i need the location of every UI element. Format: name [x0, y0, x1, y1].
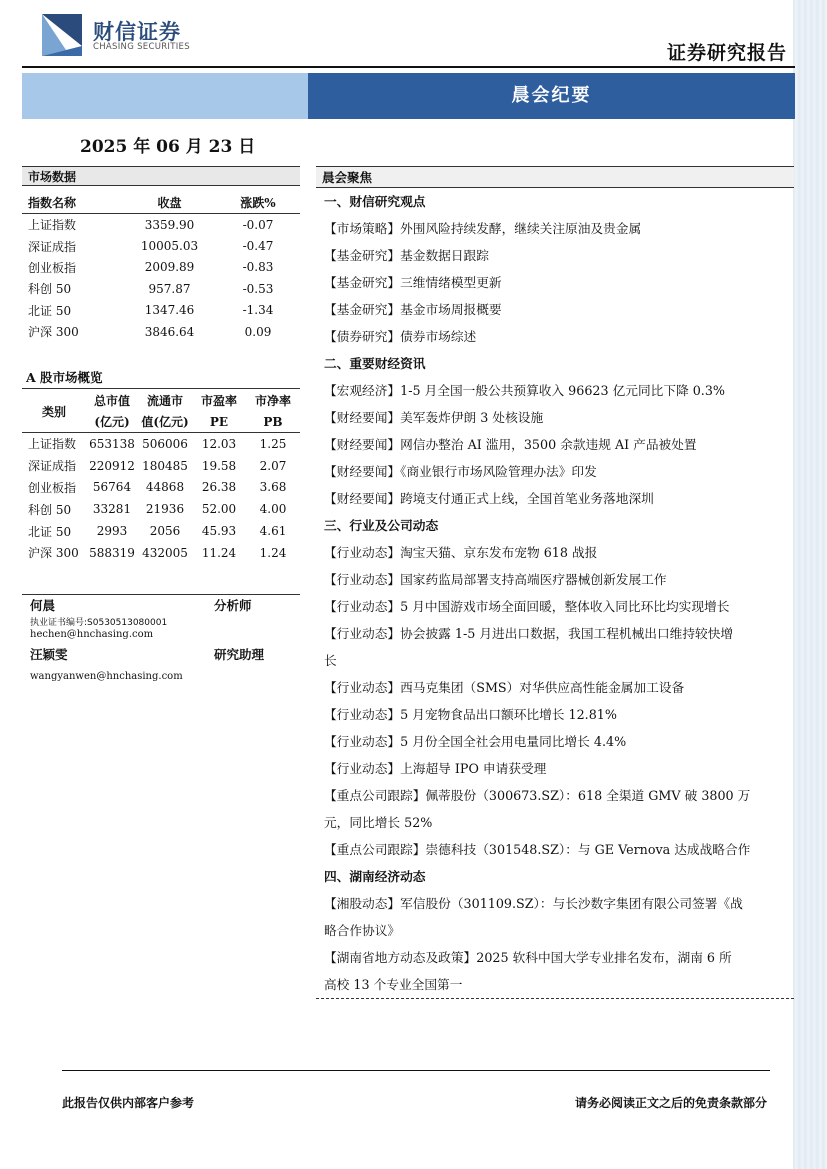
column-header: 涨跌%	[216, 192, 300, 214]
table-row	[22, 278, 300, 299]
total-mktcap: 220912	[89, 458, 135, 473]
total-mktcap: 588319	[89, 545, 135, 560]
banner-left	[22, 73, 308, 119]
market-table-header	[22, 192, 300, 214]
list-item: 【行业动态】西马克集团（SMS）对华供应高性能金属加工设备	[324, 680, 685, 695]
report-type: 证券研究报告	[666, 42, 787, 64]
index-name: 创业板指	[28, 260, 77, 275]
close-value: 10005.03	[140, 239, 199, 254]
list-item: 【债券研究】债券市场综述	[324, 329, 477, 344]
ashare-section-title: A 股市场概览	[26, 370, 103, 385]
page-side-stripe	[793, 0, 827, 1169]
close-value: 2009.89	[144, 260, 195, 275]
total-mktcap: 56764	[92, 480, 132, 495]
float-mktcap: 21936	[145, 502, 185, 517]
category: 创业板指	[28, 480, 77, 495]
assistant-role: 研究助理	[214, 647, 265, 662]
list-item: 【市场策略】外围风险持续发酵，继续关注原油及贵金属	[324, 221, 642, 236]
section-heading: 一、财信研究观点	[324, 194, 426, 209]
column-header: (亿元)	[86, 411, 138, 433]
analyst-divider	[22, 594, 300, 595]
brand-name: 财信证券	[93, 20, 181, 44]
list-item: 【重点公司跟踪】崇德科技（301548.SZ）：与 GE Vernova 达成战略合作	[324, 842, 751, 857]
pb: 2.07	[259, 458, 287, 473]
list-item: 高校 13 个专业全国第一	[324, 977, 463, 992]
column-header: 市盈率	[200, 394, 237, 408]
section-heading: 四、湖南经济动态	[324, 869, 426, 884]
analyst-name: 何晨	[30, 598, 56, 613]
pe: 45.93	[201, 524, 237, 539]
change-pct: -1.34	[242, 303, 274, 318]
index-name: 沪深 300	[28, 325, 79, 340]
list-item: 【财经要闻】《商业银行市场风险管理办法》印发	[324, 464, 597, 479]
pe: 19.58	[201, 458, 237, 473]
float-mktcap: 44868	[145, 480, 185, 495]
list-item: 【行业动态】淘宝天猫、京东发布宠物 618 战报	[324, 545, 598, 560]
close-value: 957.87	[148, 281, 191, 296]
table-row	[22, 455, 300, 477]
column-header: PB	[246, 411, 300, 433]
index-name: 北证 50	[28, 303, 72, 318]
list-item: 略合作协议》	[324, 923, 401, 938]
table-row	[22, 257, 300, 278]
table-row	[22, 520, 300, 542]
category: 科创 50	[28, 502, 72, 517]
float-mktcap: 2056	[149, 524, 181, 539]
market-table	[22, 192, 300, 342]
pb: 1.24	[259, 545, 287, 560]
table-row	[22, 542, 300, 564]
focus-section-title: 晨会聚焦	[316, 166, 794, 188]
pb: 3.68	[259, 480, 287, 495]
list-item: 【财经要闻】网信办整治 AI 滥用，3500 余款违规 AI 产品被处置	[324, 437, 697, 452]
brand-logo	[36, 12, 88, 58]
analyst-email[interactable]: hechen@hnchasing.com	[30, 629, 154, 640]
list-item: 【行业动态】5 月中国游戏市场全面回暖，整体收入同比环比均实现增长	[324, 599, 730, 614]
list-item: 【宏观经济】1-5 月全国一般公共预算收入 96623 亿元同比下降 0.3%	[324, 383, 725, 398]
float-mktcap: 432005	[142, 545, 188, 560]
list-item: 【湖南省地方动态及政策】2025 软科中国大学专业排名发布，湖南 6 所	[324, 950, 732, 965]
category: 沪深 300	[28, 546, 79, 561]
column-header: 总市值	[93, 394, 130, 408]
list-item: 【基金研究】三维情绪模型更新	[324, 275, 502, 290]
column-header: 市净率	[254, 394, 291, 408]
list-item: 【行业动态】上海超导 IPO 申请获受理	[324, 761, 547, 776]
table-row	[22, 321, 300, 342]
pe: 52.00	[201, 502, 237, 517]
ashare-divider	[22, 388, 300, 389]
section-heading: 二、重要财经资讯	[324, 356, 426, 371]
footer-note: 此报告仅供内部客户参考	[62, 1096, 195, 1110]
index-name: 上证指数	[28, 218, 77, 233]
list-item: 【行业动态】5 月份全国全社会用电量同比增长 4.4%	[324, 734, 627, 749]
list-item: 长	[324, 653, 337, 668]
pb: 1.25	[259, 436, 287, 451]
list-item: 【基金研究】基金数据日跟踪	[324, 248, 489, 263]
column-header: 收盘	[123, 192, 216, 214]
table-row	[22, 498, 300, 520]
column-header: 值(亿元)	[138, 411, 192, 433]
close-value: 3846.64	[144, 324, 195, 339]
table-row	[22, 235, 300, 256]
list-item: 【行业动态】5 月宠物食品出口额环比增长 12.81%	[324, 707, 617, 722]
list-item: 【行业动态】国家药监局部署支持高端医疗器械创新发展工作	[324, 572, 667, 587]
analyst-role: 分析师	[214, 598, 252, 613]
float-mktcap: 180485	[142, 458, 188, 473]
close-value: 1347.46	[144, 303, 195, 318]
total-mktcap: 33281	[92, 502, 132, 517]
category: 上证指数	[28, 437, 77, 452]
category: 深证成指	[28, 459, 77, 474]
change-pct: -0.07	[242, 217, 274, 232]
focus-section	[316, 166, 794, 999]
list-item: 【湘股动态】军信股份（301109.SZ）：与长沙数字集团有限公司签署《战	[324, 896, 743, 911]
table-row	[22, 477, 300, 499]
change-pct: -0.47	[242, 239, 274, 254]
assistant-name: 汪颖雯	[30, 647, 68, 662]
section-heading: 三、行业及公司动态	[324, 518, 439, 533]
footer-disclaimer: 请务必阅读正文之后的免责条款部分	[574, 1096, 767, 1110]
list-item: 元，同比增长 52%	[324, 815, 433, 830]
assistant-email[interactable]: wangyanwen@hnchasing.com	[30, 671, 183, 682]
focus-list	[316, 188, 794, 998]
index-name: 深证成指	[28, 239, 77, 254]
close-value: 3359.90	[144, 217, 195, 232]
change-pct: -0.83	[242, 260, 274, 275]
brand-english-name: CHASING SECURITIES	[93, 42, 190, 52]
index-name: 科创 50	[28, 282, 72, 297]
header-divider	[22, 66, 795, 68]
footer-divider	[62, 1070, 770, 1071]
pb: 4.61	[259, 524, 287, 539]
column-header: PE	[192, 411, 246, 433]
total-mktcap: 653138	[89, 436, 135, 451]
list-item: 【行业动态】协会披露 1-5 月进出口数据，我国工程机械出口维持较快增	[324, 626, 734, 641]
float-mktcap: 506006	[142, 436, 188, 451]
list-item: 【基金研究】基金市场周报概要	[324, 302, 502, 317]
column-header: 类别	[22, 390, 86, 433]
table-row	[22, 214, 300, 236]
report-date: 2025 年 06 月 23 日	[80, 137, 256, 157]
analyst-certificate: 执业证书编号:S0530513080001	[30, 618, 168, 628]
pe: 26.38	[201, 480, 237, 495]
column-header: 指数名称	[22, 192, 123, 214]
pe: 12.03	[201, 436, 237, 451]
total-mktcap: 2993	[96, 524, 128, 539]
banner-title: 晨会纪要	[511, 85, 592, 106]
market-section-title: 市场数据	[22, 166, 300, 186]
ashare-header-top	[22, 390, 300, 411]
change-pct: -0.53	[242, 281, 274, 296]
column-header: 流通市	[146, 394, 183, 408]
change-pct: 0.09	[244, 324, 272, 339]
table-row	[22, 433, 300, 455]
pb: 4.00	[259, 502, 287, 517]
category: 北证 50	[28, 524, 72, 539]
ashare-table	[22, 390, 300, 564]
list-item: 【财经要闻】美军轰炸伊朗 3 处核设施	[324, 410, 544, 425]
table-row	[22, 300, 300, 321]
list-item: 【重点公司跟踪】佩蒂股份（300673.SZ）：618 全渠道 GMV 破 3800 万	[324, 788, 751, 803]
pe: 11.24	[201, 545, 237, 560]
list-item: 【财经要闻】跨境支付通正式上线，全国首笔业务落地深圳	[324, 491, 654, 506]
